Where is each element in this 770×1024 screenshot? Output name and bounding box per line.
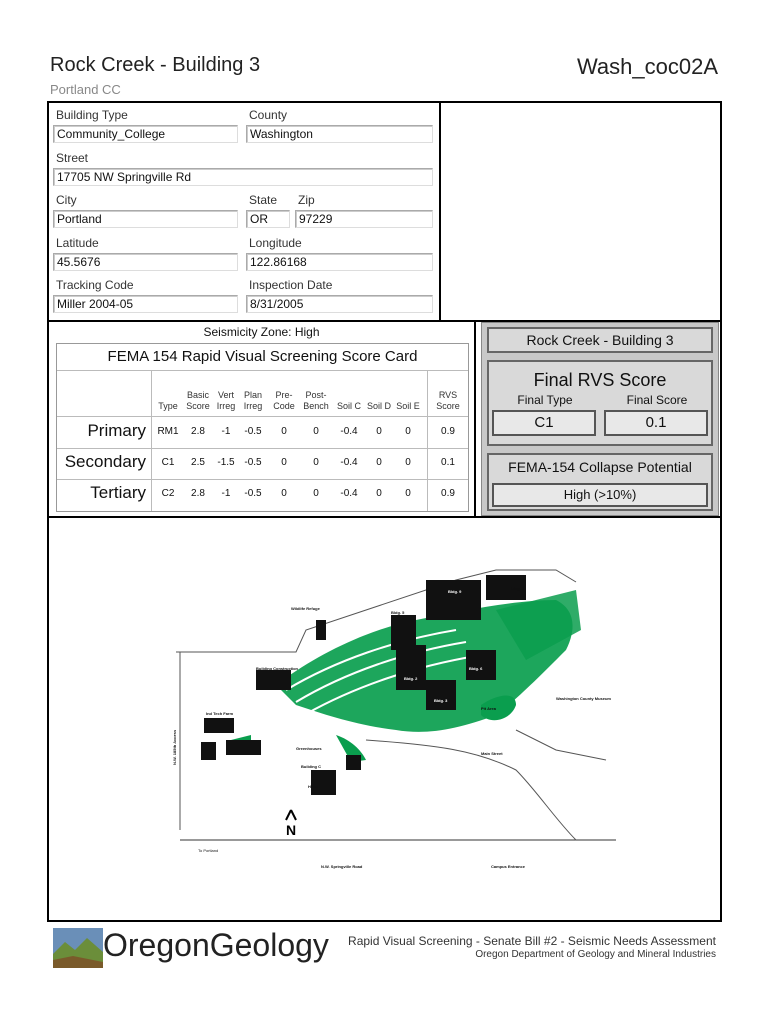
latitude-label: Latitude (56, 236, 99, 250)
state-label: State (249, 193, 278, 207)
city-field: Portland (53, 210, 238, 228)
state-field: OR (246, 210, 290, 228)
scorecard-header-line: Type (158, 401, 178, 411)
final-type-value: C1 (492, 410, 596, 436)
street-field: 17705 NW Springville Rd (53, 168, 433, 186)
scorecard-cell: 0.9 (441, 426, 455, 437)
row-divider (57, 479, 468, 480)
scorecard-cell: -1 (221, 488, 231, 499)
scorecard-cell: 0 (376, 488, 382, 499)
label-bldg7: Bldg. 7 (511, 586, 525, 591)
oregon-geology-logo-text: OregonGeology (103, 927, 329, 963)
scorecard-cell: 0 (405, 488, 411, 499)
seismicity-zone: Seismicity Zone: High (203, 325, 320, 339)
scorecard-cell: -0.5 (244, 488, 262, 499)
scorecard-header-line: RVS (438, 390, 458, 400)
bldg-wildlife (316, 620, 326, 640)
scorecard-header-line: Vert (217, 390, 234, 400)
scorecard-header-line: Bench (303, 401, 329, 411)
building-code: Wash_coc02A (576, 54, 718, 79)
scorecard-header-line: Basic (186, 390, 209, 400)
scorecard-header (365, 390, 393, 412)
row-divider (57, 416, 468, 417)
col-divider (151, 370, 152, 511)
city-label: City (56, 193, 77, 207)
scorecard-cell: -0.4 (340, 457, 358, 468)
scorecard-cell: 0 (281, 488, 287, 499)
scorecard-header (433, 390, 463, 412)
scorecard-cell: 2.5 (191, 457, 205, 468)
final-score-value: 0.1 (604, 410, 708, 436)
bldg-9 (426, 580, 481, 620)
scorecard-header-line: Soil D (366, 401, 391, 411)
label-pit-area: Pit Area (481, 706, 496, 711)
label-hhaa: Hhaa (308, 784, 318, 789)
scorecard-header-line: Score (436, 401, 460, 411)
scorecard-cell: -0.5 (244, 426, 262, 437)
county-field: Washington (246, 125, 433, 143)
collapse-heading: FEMA-154 Collapse Potential (508, 459, 692, 475)
bldg-construction (256, 670, 291, 690)
label-main-street: Main Street (481, 751, 503, 756)
scorecard-header (239, 390, 267, 412)
inspection-field: 8/31/2005 (246, 295, 433, 313)
final-rvs-box (487, 360, 713, 446)
bldg-c (311, 770, 336, 795)
longitude-field: 122.86168 (246, 253, 433, 271)
scorecard-cell: 2.8 (191, 488, 205, 499)
scorecard-cell: -0.5 (244, 457, 262, 468)
scorecard-cell: -0.4 (340, 426, 358, 437)
col-divider (427, 370, 428, 511)
scorecard-title: FEMA 154 Rapid Visual Screening Score Card (57, 344, 468, 371)
scorecard-cell: -1.5 (217, 457, 235, 468)
scorecard-header-line (394, 390, 422, 401)
label-road-left: N.W. 185th Access (172, 729, 177, 765)
scorecard-header-line (365, 390, 393, 401)
scorecard-cell: -1 (221, 426, 231, 437)
scorecard-header-line: Code (273, 401, 295, 411)
scorecard-header (334, 390, 364, 412)
final-building-name: Rock Creek - Building 3 (526, 332, 674, 348)
label-bldg3: Bldg. 3 (434, 698, 448, 703)
scorecard-header-line: Soil E (396, 401, 420, 411)
bldg-3 (426, 680, 456, 710)
scorecard-table (56, 343, 469, 512)
label-bldg2: Bldg. 2 (404, 676, 418, 681)
building-title: Rock Creek - Building 3 (50, 54, 261, 76)
scorecard-cell: 0 (313, 457, 319, 468)
scorecard-header (394, 390, 422, 412)
building-type-label: Building Type (56, 108, 128, 122)
scorecard-cell: C2 (161, 488, 175, 499)
scorecard-header (213, 390, 239, 412)
final-score-label: Final Score (626, 393, 688, 407)
label-building-construction: Building Construction (256, 666, 298, 671)
bldg-6 (466, 650, 496, 680)
scorecard-header-line: Plan (243, 390, 262, 400)
zip-label: Zip (298, 193, 315, 207)
footer-line-1: Rapid Visual Screening - Senate Bill #2 - Seismic Needs Assessment (348, 934, 716, 948)
scorecard-cell: 2.8 (191, 426, 205, 437)
scorecard-cell: 0 (405, 426, 411, 437)
scorecard-cell: 0 (376, 457, 382, 468)
subtitle: Portland CC (50, 82, 121, 97)
scorecard-cell: 0 (281, 457, 287, 468)
final-type-label: Final Type (517, 393, 573, 407)
scorecard-row-label: Primary (87, 421, 146, 440)
bldg-ind-tech (204, 718, 234, 733)
scorecard-cell: 0.1 (441, 457, 455, 468)
label-wildlife: Wildlife Refuge (291, 606, 320, 611)
collapse-box (487, 453, 713, 511)
scorecard-header-line: Irreg (243, 401, 263, 411)
row-divider (57, 448, 468, 449)
label-bldg6: Bldg. 6 (469, 666, 483, 671)
scorecard-header-line: Irreg (216, 401, 236, 411)
county-label: County (249, 108, 288, 122)
road (516, 730, 606, 760)
info-divider (439, 103, 441, 320)
label-bldg9: Bldg. 9 (448, 589, 462, 594)
scorecard-cell: C1 (161, 457, 175, 468)
bldg-5 (391, 615, 416, 650)
label-bldg5: Bldg. 5 (391, 610, 405, 615)
north-label: N (286, 822, 297, 838)
scorecard-cell: 0 (281, 426, 287, 437)
scorecard-cell: 0 (376, 426, 382, 437)
longitude-label: Longitude (249, 236, 302, 250)
scorecard-header (270, 390, 298, 412)
scorecard-header (298, 390, 334, 412)
label-washington-county: Washington County Museum (556, 696, 611, 701)
label-to-portland: To Portland (198, 848, 219, 853)
scorecard-header-line: Score (186, 401, 210, 411)
zip-field: 97229 (295, 210, 433, 228)
north-arrow-icon (286, 810, 296, 820)
scorecard-row-label: Tertiary (90, 483, 146, 502)
label-campus-entrance: Campus Entrance (491, 864, 526, 869)
latitude-field: 45.5676 (53, 253, 238, 271)
scorecard-cell: 0 (313, 488, 319, 499)
campus-map (136, 530, 631, 890)
final-rvs-heading: Final RVS Score (533, 370, 667, 390)
scorecard-cell: RM1 (157, 426, 179, 437)
scorecard-cell: 0 (405, 457, 411, 468)
scorecard-cell: 0 (313, 426, 319, 437)
footer-line-2: Oregon Department of Geology and Mineral Industries (475, 949, 716, 960)
bldg-west (226, 740, 261, 755)
scorecard-header-line (155, 390, 181, 401)
label-springville: N.W. Springville Road (321, 864, 363, 869)
collapse-value: High (>10%) (492, 483, 708, 507)
scorecard-header-line (334, 390, 364, 401)
building-type-field: Community_College (53, 125, 238, 143)
scorecard-cell: -0.4 (340, 488, 358, 499)
street-label: Street (56, 151, 89, 165)
scorecard-cell: 0.9 (441, 488, 455, 499)
bldg-small (201, 742, 216, 760)
scorecard-header-line: Soil C (336, 401, 361, 411)
oregon-geology-logo-icon (53, 928, 103, 968)
bldg-2 (396, 645, 426, 690)
label-ind-tech: Ind Tech Farm (206, 711, 234, 716)
bldg-greenhouse (346, 755, 361, 770)
scorecard-header (183, 390, 213, 412)
inspection-label: Inspection Date (249, 278, 333, 292)
tracking-field: Miller 2004-05 (53, 295, 238, 313)
final-building-name-box (487, 327, 713, 353)
scorecard-row-label: Secondary (64, 452, 146, 471)
tracking-label: Tracking Code (56, 278, 134, 292)
scorecard-header (155, 390, 181, 412)
label-building-c: Building C (301, 764, 321, 769)
final-rvs-panel (481, 322, 719, 516)
road (366, 740, 576, 840)
scorecard-header-line: Post- (305, 390, 327, 400)
label-greenhouses: Greenhouses (296, 746, 322, 751)
scorecard-header-line: Pre- (275, 390, 293, 400)
